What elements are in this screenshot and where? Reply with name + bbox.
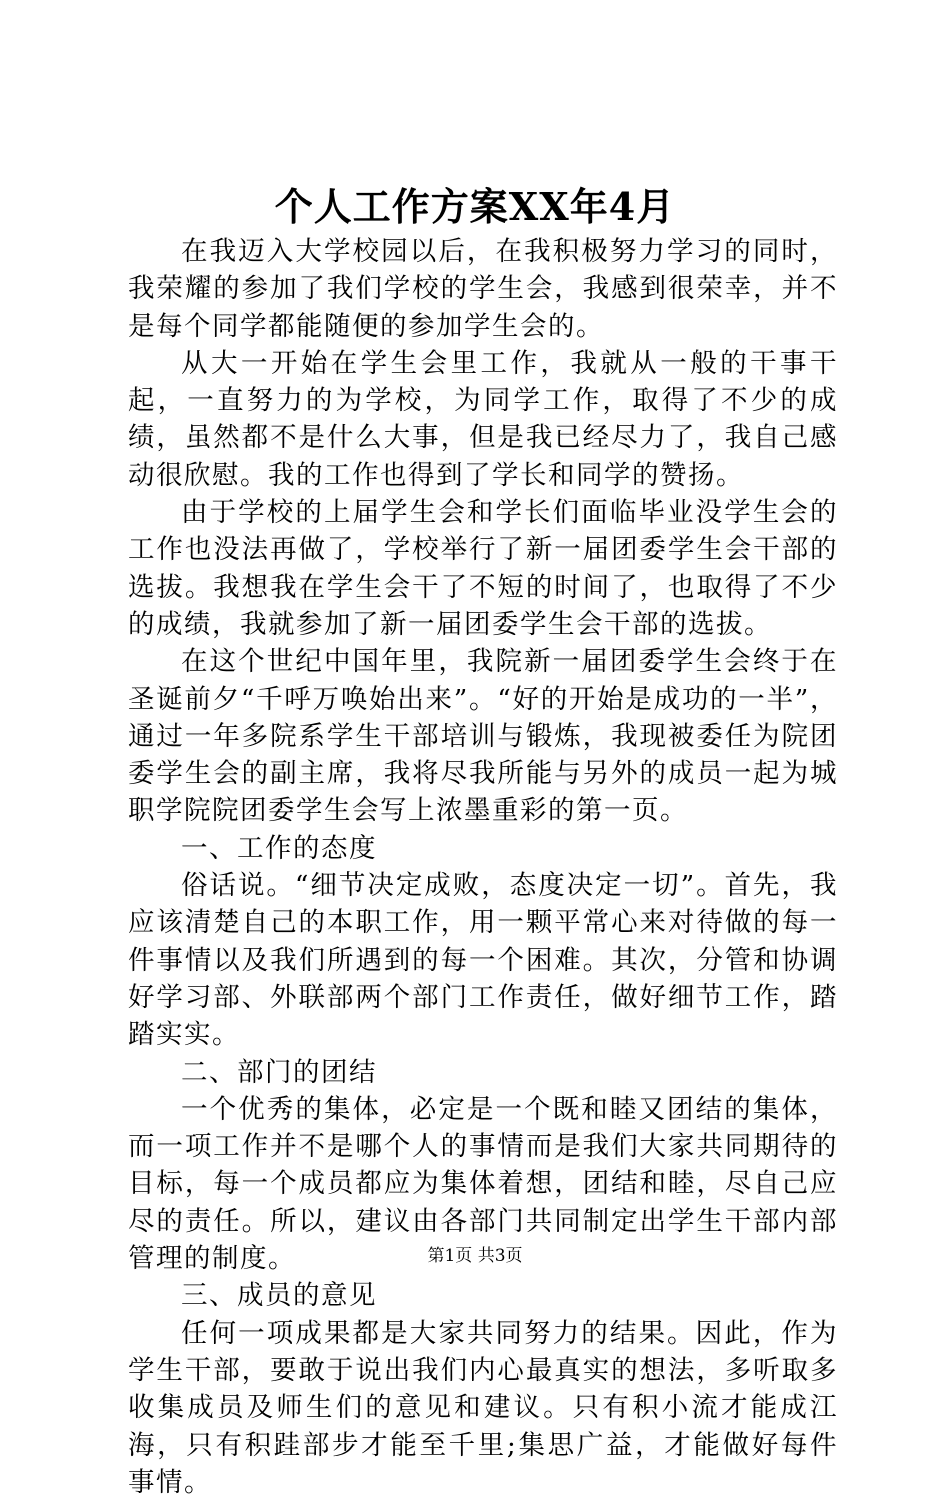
paragraph-experience: 从大一开始在学生会里工作，我就从一般的干事干起，一直努力的为学校，为同学工作，取得了不少的成绩，虽然都不是什么大事，但是我已经尽力了，我自己感动很欣慰。我的工作也得到了学长和同学的赞扬。 <box>128 347 838 491</box>
section-heading-attitude: 一、工作的态度 <box>181 832 377 864</box>
paragraph-appointment: 在这个世纪中国年里，我院新一届团委学生会终于在圣诞前夕“千呼万唤始出来”。“好的开始是成功的一半”，通过一年多院系学生干部培训与锻炼，我现被委任为院团委学生会的副主席，我将尽我所能与另外的成员一起为城职学院院团委学生会写上浓墨重彩的第一页。 <box>128 646 838 827</box>
paragraph-election: 由于学校的上届学生会和学长们面临毕业没学生会的工作也没法再做了，学校举行了新一届团委学生会干部的选拔。我想我在学生会干了不短的时间了，也取得了不少的成绩，我就参加了新一届团委学生会干部的选拔。 <box>128 497 838 640</box>
page-number-footer: 第1页 共3页 <box>427 1246 523 1266</box>
section-heading-opinions: 三、成员的意见 <box>181 1280 377 1312</box>
section-heading-unity: 二、部门的团结 <box>181 1056 377 1088</box>
paragraph-opinions: 任何一项成果都是大家共同努力的结果。因此，作为学生干部，要敢于说出我们内心最真实的想法，多听取多收集成员及师生们的意见和建议。只有积小流才能成江海，只有积跬部步才能至千里;集思广益，才能做好每件事情。 <box>128 1317 838 1498</box>
document-body <box>128 233 838 1501</box>
document-title: 个人工作方案XX年4月 <box>274 184 676 229</box>
paragraph-intro: 在我迈入大学校园以后，在我积极努力学习的同时，我荣耀的参加了我们学校的学生会，我感到很荣幸，并不是每个同学都能随便的参加学生会的。 <box>128 236 838 342</box>
paragraph-attitude: 俗话说。“细节决定成败，态度决定一切”。首先，我应该清楚自己的本职工作，用一颗平常心来对待做的每一件事情以及我们所遇到的每一个困难。其次，分管和协调好学习部、外联部两个部门工作责任，做好细节工作，踏踏实实。 <box>128 870 838 1051</box>
paragraph-unity: 一个优秀的集体，必定是一个既和睦又团结的集体，而一项工作并不是哪个人的事情而是我们大家共同期待的目标，每一个成员都应为集体着想，团结和睦，尽自己应尽的责任。所以，建议由各部门共同制定出学生干部内部管理的制度。 <box>128 1093 838 1275</box>
